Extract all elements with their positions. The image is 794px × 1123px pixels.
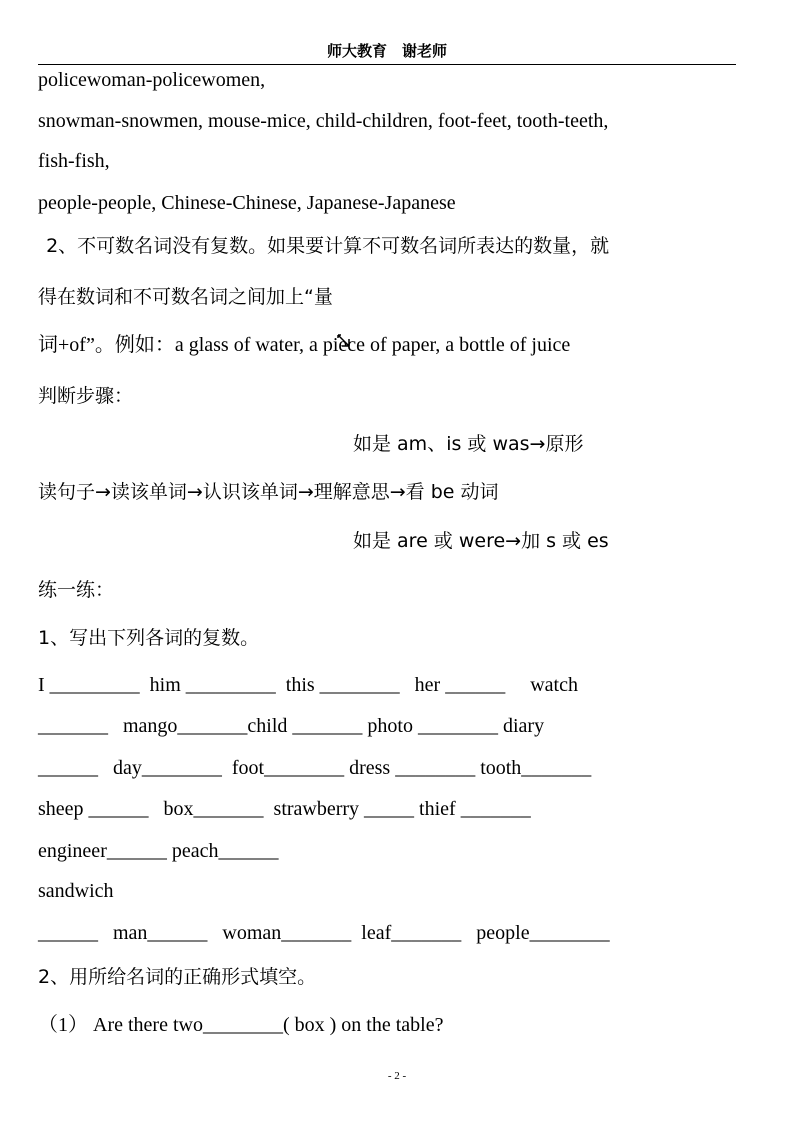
text-line: I _________ him _________ this ________ her ______ watch (38, 674, 578, 696)
text-line: 判断步骤： (38, 385, 134, 407)
text-line: 练一练： (38, 579, 115, 601)
text-line: _______ mango_______child _______ photo ________ diary (38, 715, 545, 737)
text-line: （1） Are there two________( box ) on the table? (38, 1014, 444, 1036)
text-line: 读句子→读该单词→认识该单词→理解意思→看 be 动词 (38, 481, 499, 503)
text-line: 2、不可数名词没有复数。如果要计算不可数名词所表达的数量，就 (34, 235, 610, 257)
page-header: 师大教育 谢老师 (38, 38, 736, 65)
text-line: 如是 am、is 或 was→原形 (353, 433, 584, 455)
text-line: 2、用所给名词的正确形式填空。 (38, 966, 317, 988)
text-line: ______ man______ woman_______ leaf_______ people________ (38, 922, 610, 944)
text-line: 如是 are 或 were→加 s 或 es (353, 530, 609, 552)
text-line: 1、写出下列各词的复数。 (38, 627, 260, 649)
text-line: ______ day________ foot________ dress ________ tooth_______ (38, 757, 592, 779)
mouse-cursor-icon (336, 333, 352, 351)
page-number: - 2 - (387, 1070, 407, 1082)
text-line: fish-fish, (38, 150, 110, 172)
text-line: policewoman-policewomen, (38, 69, 266, 91)
text-line: sandwich (38, 880, 114, 902)
text-line: 词+of”。例如：a glass of water, a piece of paper, a bottle of juice (38, 334, 571, 356)
text-line: snowman-snowmen, mouse-mice, child-children, foot-feet, tooth-teeth, (38, 110, 609, 132)
text-line: sheep ______ box_______ strawberry _____ thief _______ (38, 798, 531, 820)
text-line: 得在数词和不可数名词之间加上“量 (38, 286, 333, 308)
text-line: people-people, Chinese-Chinese, Japanese-Japanese (38, 192, 456, 214)
text-line: engineer______ peach______ (38, 840, 279, 862)
